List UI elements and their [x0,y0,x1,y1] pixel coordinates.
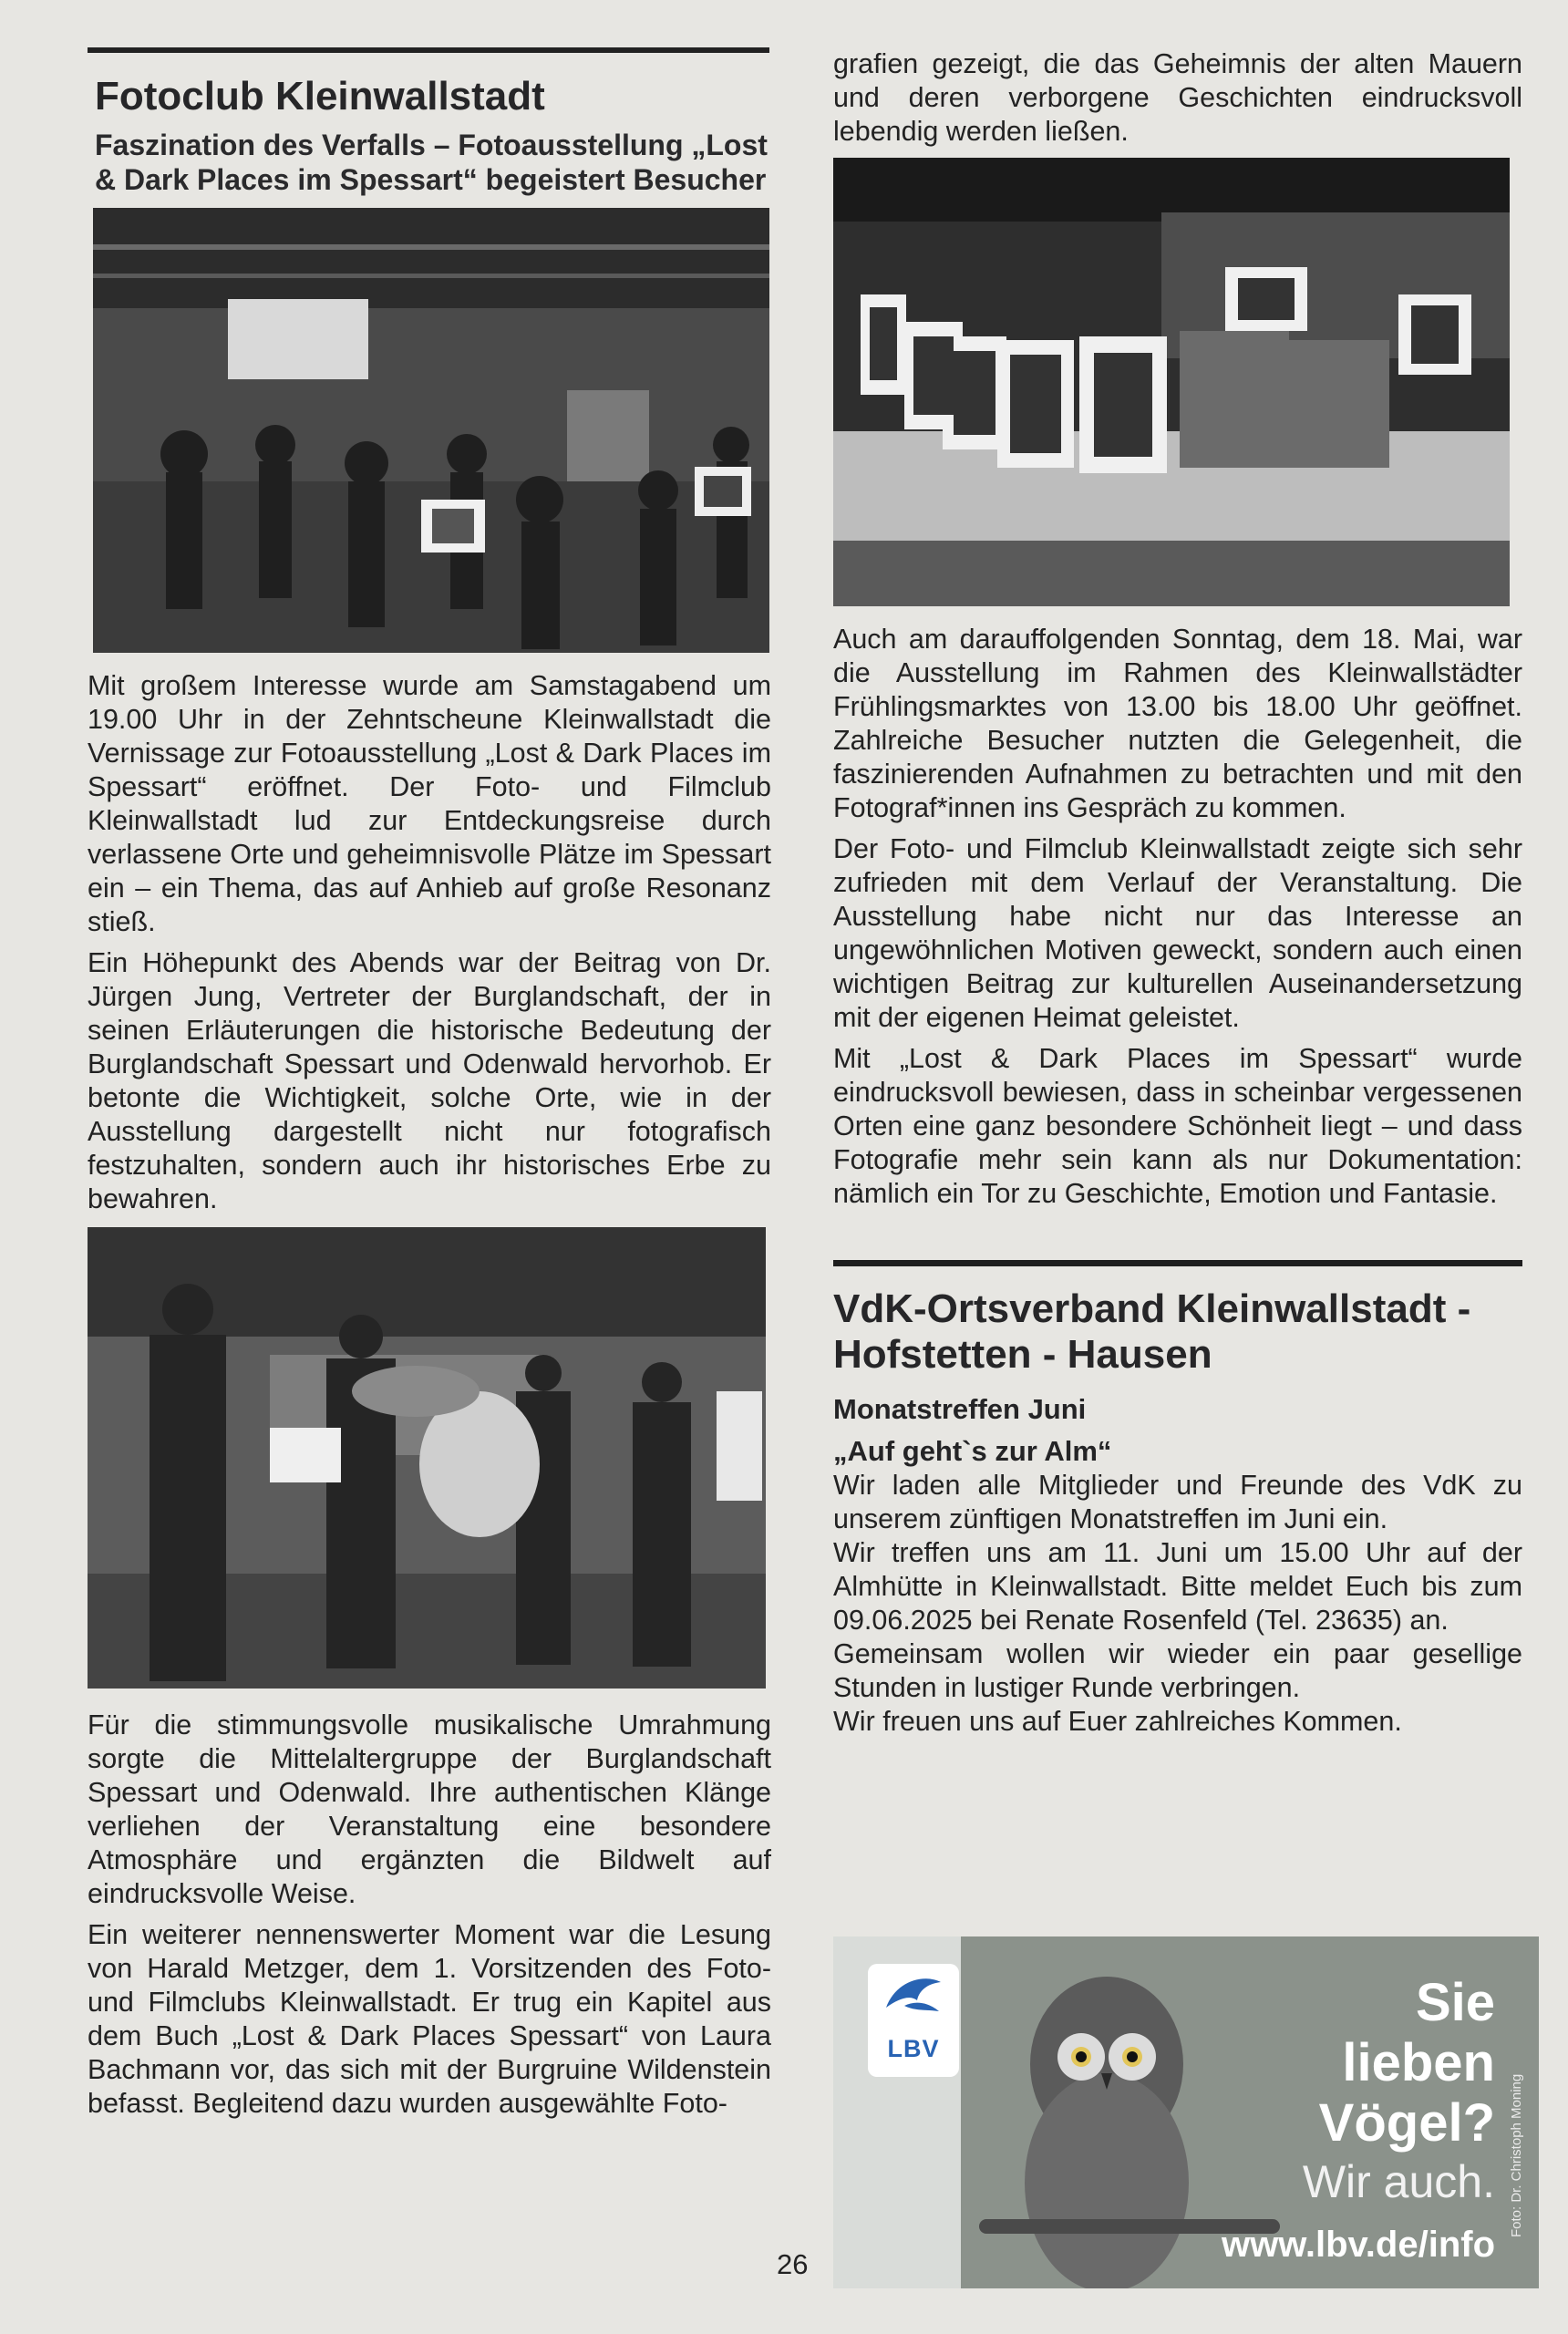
vdk-subhead-quote: „Auf geht`s zur Alm“ [833,1435,1112,1467]
photo-exhibition-hall [93,208,769,653]
paragraph: Der Foto- und Filmclub Kleinwallstadt zeigte sich sehr zufrieden mit dem Verlauf der Veranstaltung. Die Ausstellung habe nicht nur das Interesse an ungewöhnlichen Motiven geweckt, sondern auch einen wichtigen Beitrag zur kulturellen Auseinandersetzung mit der eigenen Heimat geleistet. [833,833,1522,1033]
paragraph: Ein weiterer nennenswerter Moment war die Lesung von Harald Metzger, dem 1. Vorsitzenden des Foto- und Filmclubs Kleinwallstadt. Er trug ein Kapitel aus dem Buch „Lost & Dark Places Spessart“ von Laura Bachmann vor, das sich mit der Burgruine Wildenstein befasst. Begleitend dazu wurden ausgewählte Foto- [88,1919,771,2119]
paragraph: Für die stimmungsvolle musikalische Umrahmung sorgte die Mittelaltergruppe der Burglandschaft Spessart und Odenwald. Ihre authentischen Klänge verliehen der Veranstaltung eine besondere Atmosphäre und ergänzten die Bildwelt auf eindrucksvolle Weise. [88,1709,771,1909]
section-rule [833,1260,1522,1266]
paragraph: Mit „Lost & Dark Places im Spessart“ wurde eindrucksvoll bewiesen, dass in scheinbar vergessenen Orten eine ganz besondere Schönheit liegt – und dass Fotografie mehr sein kann als nur Dokumentation: nämlich ein Tor zu Geschichte, Emotion und Fantasie. [833,1043,1522,1209]
bird-logo-icon [868,1964,959,2028]
photo-exhibition-easels [833,158,1510,606]
ad-url[interactable]: www.lbv.de/info [1222,2225,1495,2265]
ad-subline: Wir auch. [1302,2156,1495,2207]
article-title: Fotoclub Kleinwallstadt [95,74,545,119]
photo-medieval-band [88,1227,766,1689]
vdk-title: VdK-Ortsverband Kleinwallstadt - Hofstetten - Hausen [833,1286,1471,1377]
article-body-2 [88,1709,771,2121]
vdk-subhead: Monatstreffen Juni [833,1393,1087,1425]
article-continuation [833,47,1522,1739]
top-rule [88,47,769,53]
paragraph: Ein Höhepunkt des Abends war der Beitrag von Dr. Jürgen Jung, Vertreter der Burglandschaft, der in seinen Erläuterungen die historische Bedeutung der Burglandschaft Spessart und Odenwald hervorhob. Er betonte die Wichtigkeit, solche Orte, wie in der Ausstellung dargestellt nicht nur fotografisch festzuhalten, sondern auch ihr historisches Erbe zu bewahren. [88,947,771,1214]
paragraph: Mit großem Interesse wurde am Samstagabend um 19.00 Uhr in der Zehntscheune Kleinwallstadt die Vernissage zur Fotoausstellung „Lost & Dark Places im Spessart“ eröffnet. Der Foto- und Filmclub Kleinwallstadt lud zur Entdeckungsreise durch verlassene Orte und geheimnisvolle Plätze im Spessart ein – ein Thema, das auf Anhieb auf große Resonanz stieß. [88,670,771,937]
article-body-1 [88,669,771,1216]
paragraph: Gemeinsam wollen wir wieder ein paar gesellige Stunden in lustiger Runde verbringen. [833,1638,1522,1703]
continuation-body [833,623,1522,1211]
article-subtitle: Faszination des Verfalls – Fotoausstellung „Lost & Dark Places im Spessart“ begeistert Besucher [95,129,768,196]
article-fotoclub [88,47,771,2128]
paragraph: Wir freuen uns auf Euer zahlreiches Kommen. [833,1706,1402,1737]
paragraph: Wir laden alle Mitglieder und Freunde des VdK zu unserem zünftigen Monatstreffen im Juni ein. [833,1470,1522,1534]
photo-credit: Foto: Dr. Christoph Moning [1509,2073,1524,2237]
paragraph: Auch am darauffolgenden Sonntag, dem 18. Mai, war die Ausstellung im Rahmen des Kleinwallstädter Frühlingsmarktes von 13.00 bis 18.00 Uhr geöffnet. Zahlreiche Besucher nutzten die Gelegenheit, die faszinierenden Aufnahmen zu betrachten und mit den Fotograf*innen ins Gespräch zu kommen. [833,624,1522,823]
vdk-body [833,1469,1522,1739]
article-vdk [833,1260,1522,1739]
ad-headline: Sie lieben Vögel? [1318,1973,1495,2153]
paragraph: grafien gezeigt, die das Geheimnis der alten Mauern und deren verborgene Geschichten eindrucksvoll lebendig werden ließen. [833,48,1522,147]
lbv-logo-text: LBV [887,2035,940,2062]
lbv-logo [868,1964,959,2077]
continuation-text [833,47,1522,149]
paragraph: Wir treffen uns am 11. Juni um 15.00 Uhr auf der Almhütte in Kleinwallstadt. Bitte meldet Euch bis zum 09.06.2025 bei Renate Rosenfeld (Tel. 23635) an. [833,1537,1522,1636]
lbv-advertisement [833,1936,1539,2288]
page-number: 26 [777,2248,809,2280]
